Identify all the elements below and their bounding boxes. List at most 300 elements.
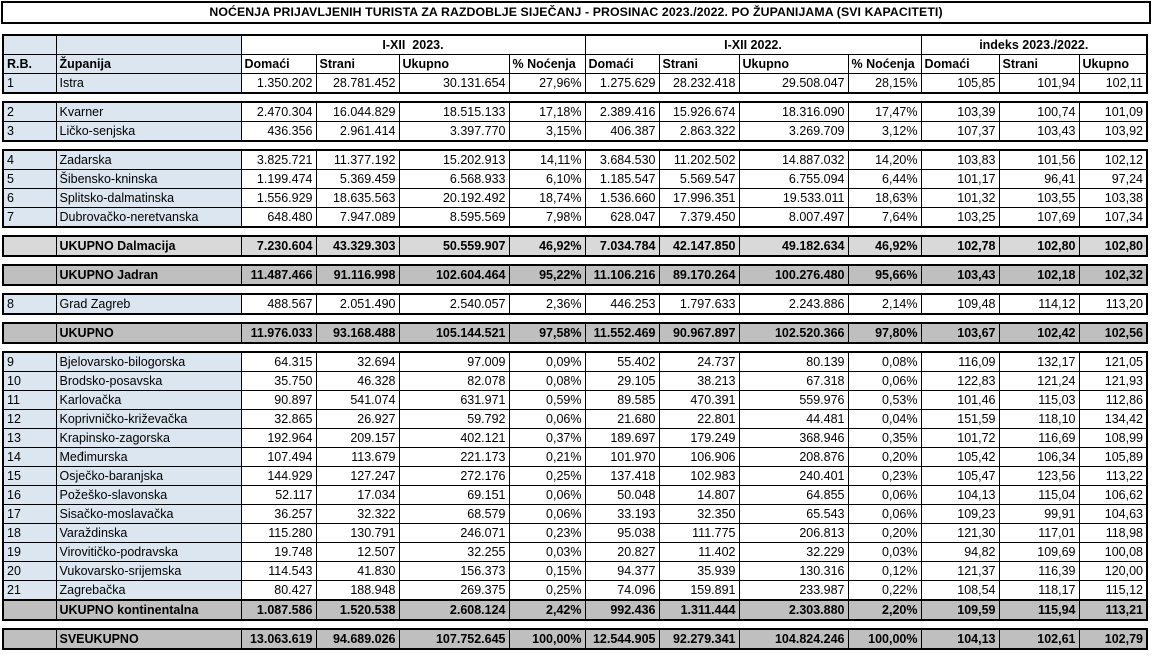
value-cell: 89.585 xyxy=(585,391,659,410)
value-cell: 100.276.480 xyxy=(739,265,848,285)
table-row xyxy=(3,294,1147,314)
value-cell: 104,63 xyxy=(1079,505,1147,524)
value-cell: 113,22 xyxy=(1079,467,1147,486)
value-cell: 0,22% xyxy=(848,581,921,601)
value-cell: 0,06% xyxy=(848,372,921,391)
value-cell: 46,92% xyxy=(509,236,585,256)
county-cell: Karlovačka xyxy=(56,391,241,410)
value-cell: 3.684.530 xyxy=(585,150,659,170)
value-cell: 134,42 xyxy=(1079,410,1147,429)
value-cell: 11.377.192 xyxy=(316,150,399,170)
value-cell: 74.096 xyxy=(585,581,659,601)
value-cell: 105.144.521 xyxy=(399,323,509,343)
col-header-strani-2022: Strani xyxy=(659,55,739,74)
county-cell: Brodsko-posavska xyxy=(56,372,241,391)
value-cell: 103,39 xyxy=(921,102,999,122)
value-cell: 105,85 xyxy=(921,74,999,94)
col-header-domaci-2023: Domaći xyxy=(241,55,316,74)
value-cell: 2.608.124 xyxy=(399,600,509,620)
county-cell: Šibensko-kninska xyxy=(56,170,241,189)
value-cell: 0,06% xyxy=(848,486,921,505)
table-row xyxy=(3,543,1147,562)
value-cell: 368.946 xyxy=(739,429,848,448)
value-cell: 64.855 xyxy=(739,486,848,505)
data-table xyxy=(2,34,1152,650)
value-cell: 3.269.709 xyxy=(739,122,848,142)
table-row xyxy=(3,629,1147,649)
value-cell: 1.350.202 xyxy=(241,74,316,94)
value-cell: 82.078 xyxy=(399,372,509,391)
rb-cell: 16 xyxy=(3,486,56,505)
value-cell: 32.350 xyxy=(659,505,739,524)
value-cell: 2.051.490 xyxy=(316,294,399,314)
value-cell: 16.044.829 xyxy=(316,102,399,122)
value-cell: 29.105 xyxy=(585,372,659,391)
value-cell: 102.520.366 xyxy=(739,323,848,343)
value-cell: 1.556.929 xyxy=(241,189,316,208)
value-cell: 11.106.216 xyxy=(585,265,659,285)
rb-cell: 8 xyxy=(3,294,56,314)
county-cell: Zagrebačka xyxy=(56,581,241,601)
value-cell: 8.007.497 xyxy=(739,208,848,228)
table-row xyxy=(3,410,1147,429)
table-row xyxy=(3,562,1147,581)
value-cell: 0,20% xyxy=(848,524,921,543)
rb-cell: 10 xyxy=(3,372,56,391)
value-cell: 67.318 xyxy=(739,372,848,391)
value-cell: 14.807 xyxy=(659,486,739,505)
value-cell: 11.202.502 xyxy=(659,150,739,170)
value-cell: 32.322 xyxy=(316,505,399,524)
value-cell: 19.748 xyxy=(241,543,316,562)
value-cell: 44.481 xyxy=(739,410,848,429)
value-cell: 0,20% xyxy=(848,448,921,467)
value-cell: 116,69 xyxy=(999,429,1079,448)
value-cell: 0,08% xyxy=(509,372,585,391)
value-cell: 1.311.444 xyxy=(659,600,739,620)
value-cell: 0,06% xyxy=(509,486,585,505)
value-cell: 101,17 xyxy=(921,170,999,189)
value-cell: 0,03% xyxy=(848,543,921,562)
value-cell: 36.257 xyxy=(241,505,316,524)
value-cell: 13.063.619 xyxy=(241,629,316,649)
value-cell: 121,24 xyxy=(999,372,1079,391)
value-cell: 0,21% xyxy=(509,448,585,467)
value-cell: 114,12 xyxy=(999,294,1079,314)
value-cell: 118,17 xyxy=(999,581,1079,601)
value-cell: 159.891 xyxy=(659,581,739,601)
value-cell: 7,64% xyxy=(848,208,921,228)
value-cell: 101,09 xyxy=(1079,102,1147,122)
value-cell: 488.567 xyxy=(241,294,316,314)
value-cell: 2.470.304 xyxy=(241,102,316,122)
county-cell: Virovitičko-podravska xyxy=(56,543,241,562)
value-cell: 80.427 xyxy=(241,581,316,601)
value-cell: 3,12% xyxy=(848,122,921,142)
table-row xyxy=(3,581,1147,601)
county-cell: Požeško-slavonska xyxy=(56,486,241,505)
value-cell: 0,25% xyxy=(509,581,585,601)
rb-cell xyxy=(3,323,56,343)
value-cell: 33.193 xyxy=(585,505,659,524)
value-cell: 103,43 xyxy=(921,265,999,285)
value-cell: 100,08 xyxy=(1079,543,1147,562)
value-cell: 2.243.886 xyxy=(739,294,848,314)
value-cell: 102,80 xyxy=(1079,236,1147,256)
value-cell: 59.792 xyxy=(399,410,509,429)
value-cell: 0,06% xyxy=(509,505,585,524)
table-block xyxy=(2,293,1148,315)
value-cell: 6,10% xyxy=(509,170,585,189)
value-cell: 18,63% xyxy=(848,189,921,208)
county-cell: SVEUKUPNO xyxy=(56,629,241,649)
value-cell: 109,23 xyxy=(921,505,999,524)
value-cell: 32.865 xyxy=(241,410,316,429)
table-row xyxy=(3,150,1147,170)
value-cell: 94.689.026 xyxy=(316,629,399,649)
value-cell: 97,24 xyxy=(1079,170,1147,189)
rb-cell xyxy=(3,236,56,256)
value-cell: 1.275.629 xyxy=(585,74,659,94)
value-cell: 43.329.303 xyxy=(316,236,399,256)
rb-cell: 5 xyxy=(3,170,56,189)
value-cell: 189.697 xyxy=(585,429,659,448)
value-cell: 2.863.322 xyxy=(659,122,739,142)
table-block xyxy=(2,149,1148,228)
value-cell: 106,34 xyxy=(999,448,1079,467)
value-cell: 0,59% xyxy=(509,391,585,410)
value-cell: 115,03 xyxy=(999,391,1079,410)
value-cell: 121,37 xyxy=(921,562,999,581)
value-cell: 103,25 xyxy=(921,208,999,228)
value-cell: 102,32 xyxy=(1079,265,1147,285)
value-cell: 105,42 xyxy=(921,448,999,467)
rb-cell: 6 xyxy=(3,189,56,208)
table-row xyxy=(3,600,1147,620)
county-cell: Dubrovačko-neretvanska xyxy=(56,208,241,228)
value-cell: 402.121 xyxy=(399,429,509,448)
county-cell: Sisačko-moslavačka xyxy=(56,505,241,524)
value-cell: 35.939 xyxy=(659,562,739,581)
value-cell: 0,12% xyxy=(848,562,921,581)
value-cell: 156.373 xyxy=(399,562,509,581)
value-cell: 14,11% xyxy=(509,150,585,170)
county-cell: UKUPNO Dalmacija xyxy=(56,236,241,256)
col-header-pct-2022: % Noćenja xyxy=(848,55,921,74)
value-cell: 97,58% xyxy=(509,323,585,343)
value-cell: 115.280 xyxy=(241,524,316,543)
county-cell: UKUPNO xyxy=(56,323,241,343)
value-cell: 3.825.721 xyxy=(241,150,316,170)
rb-cell xyxy=(3,629,56,649)
value-cell: 113,21 xyxy=(1079,600,1147,620)
value-cell: 3.397.770 xyxy=(399,122,509,142)
value-cell: 221.173 xyxy=(399,448,509,467)
value-cell: 102,12 xyxy=(1079,150,1147,170)
county-cell: Osječko-baranjska xyxy=(56,467,241,486)
col-header-strani-2023: Strani xyxy=(316,55,399,74)
value-cell: 118,10 xyxy=(999,410,1079,429)
value-cell: 28.232.418 xyxy=(659,74,739,94)
value-cell: 65.543 xyxy=(739,505,848,524)
value-cell: 1.199.474 xyxy=(241,170,316,189)
county-cell: Međimurska xyxy=(56,448,241,467)
value-cell: 151,59 xyxy=(921,410,999,429)
value-cell: 6,44% xyxy=(848,170,921,189)
value-cell: 7,98% xyxy=(509,208,585,228)
group-header-row xyxy=(3,35,1147,55)
value-cell: 94.377 xyxy=(585,562,659,581)
table-block xyxy=(2,264,1148,286)
value-cell: 2,42% xyxy=(509,600,585,620)
value-cell: 11.552.469 xyxy=(585,323,659,343)
value-cell: 5.369.459 xyxy=(316,170,399,189)
value-cell: 122,83 xyxy=(921,372,999,391)
value-cell: 559.976 xyxy=(739,391,848,410)
value-cell: 446.253 xyxy=(585,294,659,314)
col-header-ukupno-idx: Ukupno xyxy=(1079,55,1147,74)
value-cell: 209.157 xyxy=(316,429,399,448)
value-cell: 27,96% xyxy=(509,74,585,94)
header-empty-cell xyxy=(56,35,241,55)
value-cell: 7.379.450 xyxy=(659,208,739,228)
value-cell: 121,30 xyxy=(921,524,999,543)
value-cell: 109,59 xyxy=(921,600,999,620)
value-cell: 21.680 xyxy=(585,410,659,429)
rb-cell: 3 xyxy=(3,122,56,142)
value-cell: 107,34 xyxy=(1079,208,1147,228)
value-cell: 102,18 xyxy=(999,265,1079,285)
value-cell: 42.147.850 xyxy=(659,236,739,256)
table-row xyxy=(3,265,1147,285)
value-cell: 102,11 xyxy=(1079,74,1147,94)
value-cell: 2.303.880 xyxy=(739,600,848,620)
value-cell: 3,15% xyxy=(509,122,585,142)
value-cell: 121,05 xyxy=(1079,352,1147,372)
value-cell: 0,06% xyxy=(848,505,921,524)
rb-cell: 17 xyxy=(3,505,56,524)
county-cell: Krapinsko-zagorska xyxy=(56,429,241,448)
value-cell: 272.176 xyxy=(399,467,509,486)
value-cell: 992.436 xyxy=(585,600,659,620)
value-cell: 102,61 xyxy=(999,629,1079,649)
value-cell: 123,56 xyxy=(999,467,1079,486)
value-cell: 50.048 xyxy=(585,486,659,505)
county-cell: Grad Zagreb xyxy=(56,294,241,314)
value-cell: 121,93 xyxy=(1079,372,1147,391)
report-title: NOĆENJA PRIJAVLJENIH TURISTA ZA RAZDOBLJE SIJEČANJ - PROSINAC 2023./2022. PO ŽUPANIJAMA (SVI KAPACITETI) xyxy=(1,1,1151,24)
value-cell: 90.897 xyxy=(241,391,316,410)
value-cell: 101,32 xyxy=(921,189,999,208)
value-cell: 109,69 xyxy=(999,543,1079,562)
value-cell: 14.887.032 xyxy=(739,150,848,170)
value-cell: 0,15% xyxy=(509,562,585,581)
value-cell: 144.929 xyxy=(241,467,316,486)
value-cell: 11.402 xyxy=(659,543,739,562)
group-header-index: indeks 2023./2022. xyxy=(921,35,1147,55)
value-cell: 115,94 xyxy=(999,600,1079,620)
value-cell: 116,09 xyxy=(921,352,999,372)
rb-cell xyxy=(3,600,56,620)
rb-cell xyxy=(3,265,56,285)
rb-cell: 4 xyxy=(3,150,56,170)
value-cell: 107.494 xyxy=(241,448,316,467)
table-row xyxy=(3,170,1147,189)
value-cell: 69.151 xyxy=(399,486,509,505)
value-cell: 29.508.047 xyxy=(739,74,848,94)
col-header-ukupno-2022: Ukupno xyxy=(739,55,848,74)
value-cell: 127.247 xyxy=(316,467,399,486)
value-cell: 269.375 xyxy=(399,581,509,601)
value-cell: 188.948 xyxy=(316,581,399,601)
value-cell: 2.961.414 xyxy=(316,122,399,142)
value-cell: 102.983 xyxy=(659,467,739,486)
value-cell: 0,37% xyxy=(509,429,585,448)
value-cell: 12.507 xyxy=(316,543,399,562)
value-cell: 648.480 xyxy=(241,208,316,228)
rb-cell: 14 xyxy=(3,448,56,467)
value-cell: 0,25% xyxy=(509,467,585,486)
value-cell: 32.694 xyxy=(316,352,399,372)
value-cell: 95.038 xyxy=(585,524,659,543)
value-cell: 8.595.569 xyxy=(399,208,509,228)
value-cell: 2.389.416 xyxy=(585,102,659,122)
value-cell: 17.996.351 xyxy=(659,189,739,208)
value-cell: 96,41 xyxy=(999,170,1079,189)
table-row xyxy=(3,189,1147,208)
value-cell: 0,23% xyxy=(509,524,585,543)
value-cell: 7.230.604 xyxy=(241,236,316,256)
rb-cell: 13 xyxy=(3,429,56,448)
value-cell: 103,43 xyxy=(999,122,1079,142)
value-cell: 2.540.057 xyxy=(399,294,509,314)
rb-cell: 1 xyxy=(3,74,56,94)
value-cell: 108,99 xyxy=(1079,429,1147,448)
value-cell: 240.401 xyxy=(739,467,848,486)
value-cell: 109,48 xyxy=(921,294,999,314)
value-cell: 2,14% xyxy=(848,294,921,314)
value-cell: 107,37 xyxy=(921,122,999,142)
rb-cell: 21 xyxy=(3,581,56,601)
value-cell: 628.047 xyxy=(585,208,659,228)
value-cell: 95,66% xyxy=(848,265,921,285)
value-cell: 94,82 xyxy=(921,543,999,562)
value-cell: 35.750 xyxy=(241,372,316,391)
value-cell: 0,53% xyxy=(848,391,921,410)
value-cell: 19.533.011 xyxy=(739,189,848,208)
value-cell: 99,91 xyxy=(999,505,1079,524)
value-cell: 92.279.341 xyxy=(659,629,739,649)
value-cell: 101,46 xyxy=(921,391,999,410)
value-cell: 117,01 xyxy=(999,524,1079,543)
value-cell: 631.971 xyxy=(399,391,509,410)
rb-cell: 12 xyxy=(3,410,56,429)
rb-cell: 20 xyxy=(3,562,56,581)
table-block xyxy=(2,628,1148,650)
table-block-header xyxy=(2,34,1148,94)
value-cell: 0,08% xyxy=(848,352,921,372)
value-cell: 106,62 xyxy=(1079,486,1147,505)
county-cell: Istra xyxy=(56,74,241,94)
table-row xyxy=(3,448,1147,467)
value-cell: 18.316.090 xyxy=(739,102,848,122)
value-cell: 28.781.452 xyxy=(316,74,399,94)
value-cell: 0,03% xyxy=(509,543,585,562)
value-cell: 32.255 xyxy=(399,543,509,562)
value-cell: 115,04 xyxy=(999,486,1079,505)
value-cell: 28,15% xyxy=(848,74,921,94)
county-cell: Koprivničko-križevačka xyxy=(56,410,241,429)
value-cell: 107,69 xyxy=(999,208,1079,228)
col-header-zupanija: Županija xyxy=(56,55,241,74)
value-cell: 112,86 xyxy=(1079,391,1147,410)
value-cell: 107.752.645 xyxy=(399,629,509,649)
col-header-domaci-2022: Domaći xyxy=(585,55,659,74)
county-cell: Zadarska xyxy=(56,150,241,170)
table-row xyxy=(3,429,1147,448)
value-cell: 101,94 xyxy=(999,74,1079,94)
value-cell: 100,00% xyxy=(848,629,921,649)
value-cell: 102.604.464 xyxy=(399,265,509,285)
table-row xyxy=(3,486,1147,505)
county-cell: Kvarner xyxy=(56,102,241,122)
value-cell: 101,56 xyxy=(999,150,1079,170)
rb-cell: 11 xyxy=(3,391,56,410)
col-header-ukupno-2023: Ukupno xyxy=(399,55,509,74)
value-cell: 38.213 xyxy=(659,372,739,391)
value-cell: 15.926.674 xyxy=(659,102,739,122)
value-cell: 97,80% xyxy=(848,323,921,343)
value-cell: 118,98 xyxy=(1079,524,1147,543)
table-row xyxy=(3,467,1147,486)
value-cell: 106.906 xyxy=(659,448,739,467)
value-cell: 17.034 xyxy=(316,486,399,505)
table-row xyxy=(3,208,1147,228)
value-cell: 11.976.033 xyxy=(241,323,316,343)
value-cell: 111.775 xyxy=(659,524,739,543)
value-cell: 91.116.998 xyxy=(316,265,399,285)
value-cell: 137.418 xyxy=(585,467,659,486)
rb-cell: 9 xyxy=(3,352,56,372)
value-cell: 233.987 xyxy=(739,581,848,601)
value-cell: 1.797.633 xyxy=(659,294,739,314)
value-cell: 113,20 xyxy=(1079,294,1147,314)
county-cell: Vukovarsko-srijemska xyxy=(56,562,241,581)
value-cell: 1.087.586 xyxy=(241,600,316,620)
value-cell: 7.947.089 xyxy=(316,208,399,228)
value-cell: 11.487.466 xyxy=(241,265,316,285)
col-header-pct-2023: % Noćenja xyxy=(509,55,585,74)
value-cell: 12.544.905 xyxy=(585,629,659,649)
value-cell: 101.970 xyxy=(585,448,659,467)
table-row xyxy=(3,74,1147,94)
county-cell: Bjelovarsko-bilogorska xyxy=(56,352,241,372)
value-cell: 64.315 xyxy=(241,352,316,372)
table-row xyxy=(3,323,1147,343)
value-cell: 6.755.094 xyxy=(739,170,848,189)
value-cell: 52.117 xyxy=(241,486,316,505)
value-cell: 102,80 xyxy=(999,236,1079,256)
value-cell: 470.391 xyxy=(659,391,739,410)
value-cell: 32.229 xyxy=(739,543,848,562)
value-cell: 179.249 xyxy=(659,429,739,448)
rb-cell: 19 xyxy=(3,543,56,562)
value-cell: 0,04% xyxy=(848,410,921,429)
table-row xyxy=(3,524,1147,543)
value-cell: 100,00% xyxy=(509,629,585,649)
col-header-domaci-idx: Domaći xyxy=(921,55,999,74)
table-row xyxy=(3,372,1147,391)
